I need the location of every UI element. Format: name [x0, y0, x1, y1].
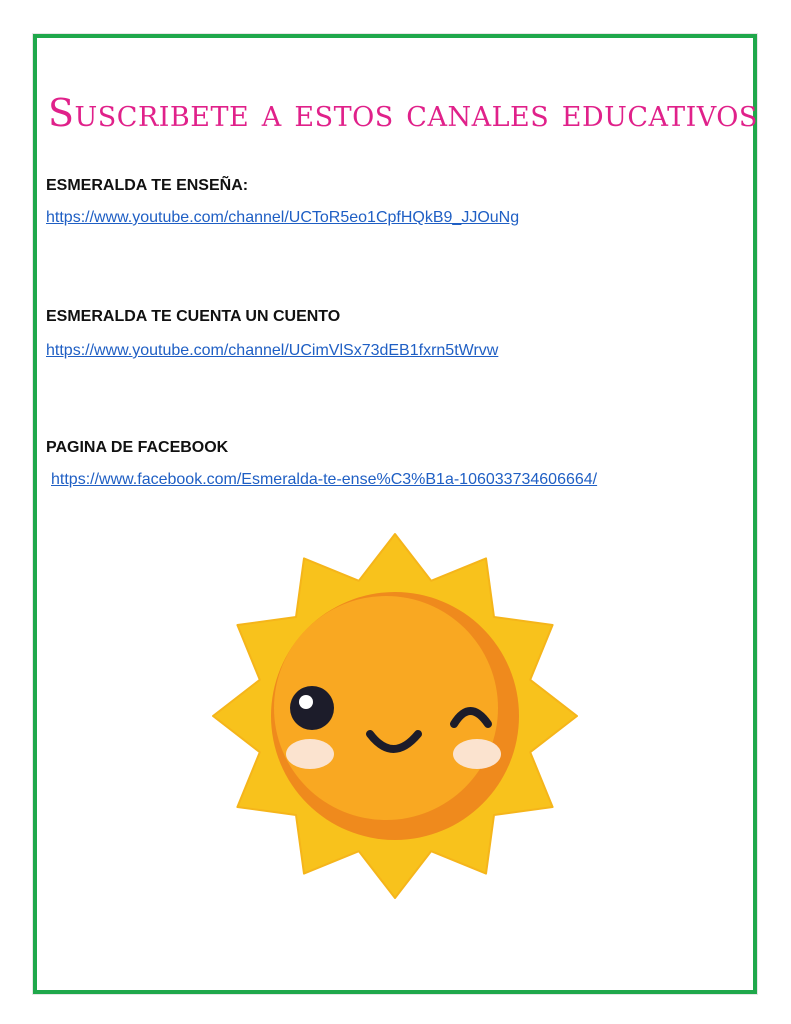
youtube-link-esmeralda-cuento[interactable]: https://www.youtube.com/channel/UCimVlSx73dEB1fxrn5tWrvw: [46, 342, 499, 359]
channel-heading-esmeralda-cuento: ESMERALDA TE CUENTA UN CUENTO: [46, 308, 341, 325]
eye-highlight: [299, 695, 313, 709]
right-cheek: [453, 739, 501, 769]
facebook-heading: PAGINA DE FACEBOOK: [46, 439, 229, 456]
channel-heading-esmeralda-te-ensena: ESMERALDA TE ENSEÑA:: [46, 177, 249, 194]
left-eye: [290, 686, 334, 730]
facebook-link[interactable]: https://www.facebook.com/Esmeralda-te-ense%C3%B1a-106033734606664/: [51, 471, 598, 488]
youtube-link-esmeralda-te-ensena[interactable]: https://www.youtube.com/channel/UCToR5eo1CpfHQkB9_JJOuNg: [46, 209, 520, 226]
left-cheek: [286, 739, 334, 769]
smiling-sun-icon: [200, 528, 590, 900]
page-title: Suscribete a estos canales educativos: [48, 91, 758, 135]
